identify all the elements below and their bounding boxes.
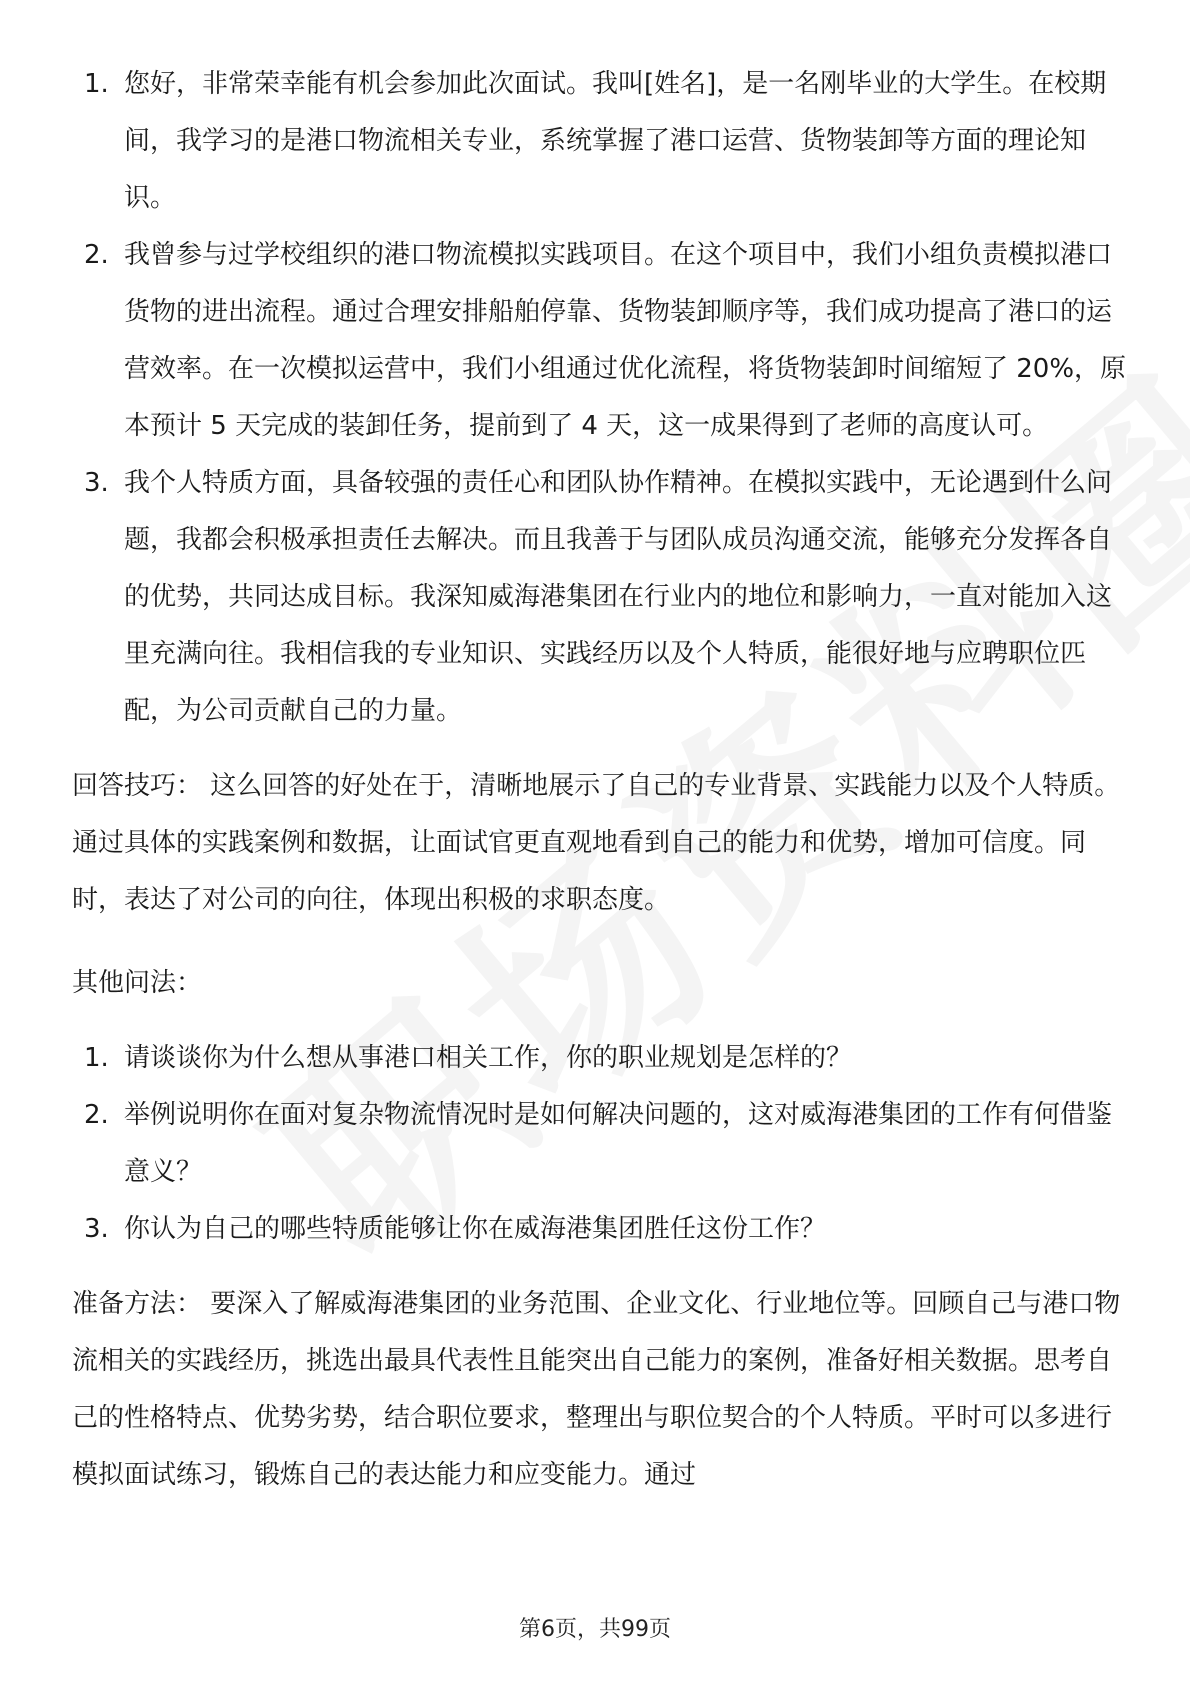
answer-list	[72, 56, 1132, 740]
list-number: 2.	[84, 240, 109, 270]
list-number: 3.	[84, 468, 109, 498]
list-number: 2.	[84, 1100, 109, 1130]
list-text: 我曾参与过学校组织的港口物流模拟实践项目。在这个项目中，我们小组负责模拟港口货物的进出流程。通过合理安排船舶停靠、货物装卸顺序等，我们成功提高了港口的运营效率。在一次模拟运营中，我们小组通过优化流程，将货物装卸时间缩短了 20%，原本预计 5 天完成的装卸任务，提前到了 4 天，这一成果得到了老师的高度认可。	[124, 240, 1127, 441]
list-text: 请谈谈你为什么想从事港口相关工作，你的职业规划是怎样的？	[124, 1043, 853, 1073]
list-text: 举例说明你在面对复杂物流情况时是如何解决问题的，这对威海港集团的工作有何借鉴意义？	[124, 1100, 1113, 1187]
list-item	[72, 1030, 1132, 1087]
list-text: 我个人特质方面，具备较强的责任心和团队协作精神。在模拟实践中，无论遇到什么问题，我都会积极承担责任去解决。而且我善于与团队成员沟通交流，能够充分发挥各自的优势，共同达成目标。我深知威海港集团在行业内的地位和影响力，一直对能加入这里充满向往。我相信我的专业知识、实践经历以及个人特质，能很好地与应聘职位匹配，为公司贡献自己的力量。	[124, 468, 1113, 726]
list-text: 您好，非常荣幸能有机会参加此次面试。我叫[姓名]，是一名刚毕业的大学生。在校期间，我学习的是港口物流相关专业，系统掌握了港口运营、货物装卸等方面的理论知识。	[124, 69, 1107, 213]
other-questions-list	[72, 1030, 1132, 1258]
list-item	[72, 1087, 1132, 1201]
list-item	[72, 227, 1132, 455]
preparation-paragraph: 准备方法： 要深入了解威海港集团的业务范围、企业文化、行业地位等。回顾自己与港口物流相关的实践经历，挑选出最具代表性且能突出自己能力的案例，准备好相关数据。思考自己的性格特点、优势劣势，结合职位要求，整理出与职位契合的个人特质。平时可以多进行模拟面试练习，锻炼自己的表达能力和应变能力。通过	[72, 1289, 1121, 1490]
list-number: 1.	[84, 69, 109, 99]
list-item	[72, 1201, 1132, 1258]
list-number: 1.	[84, 1043, 109, 1073]
document-body	[72, 56, 1132, 1504]
other-questions-heading: 其他问法：	[72, 968, 203, 998]
answer-tips-paragraph: 回答技巧： 这么回答的好处在于，清晰地展示了自己的专业背景、实践能力以及个人特质。通过具体的实践案例和数据，让面试官更直观地看到自己的能力和优势，增加可信度。同时，表达了对公司的向往，体现出积极的求职态度。	[72, 771, 1121, 915]
list-number: 3.	[84, 1214, 109, 1244]
list-item	[72, 56, 1132, 227]
list-item	[72, 455, 1132, 740]
page-number: 第6页，共99页	[519, 1617, 671, 1642]
list-text: 你认为自己的哪些特质能够让你在威海港集团胜任这份工作？	[124, 1214, 827, 1244]
